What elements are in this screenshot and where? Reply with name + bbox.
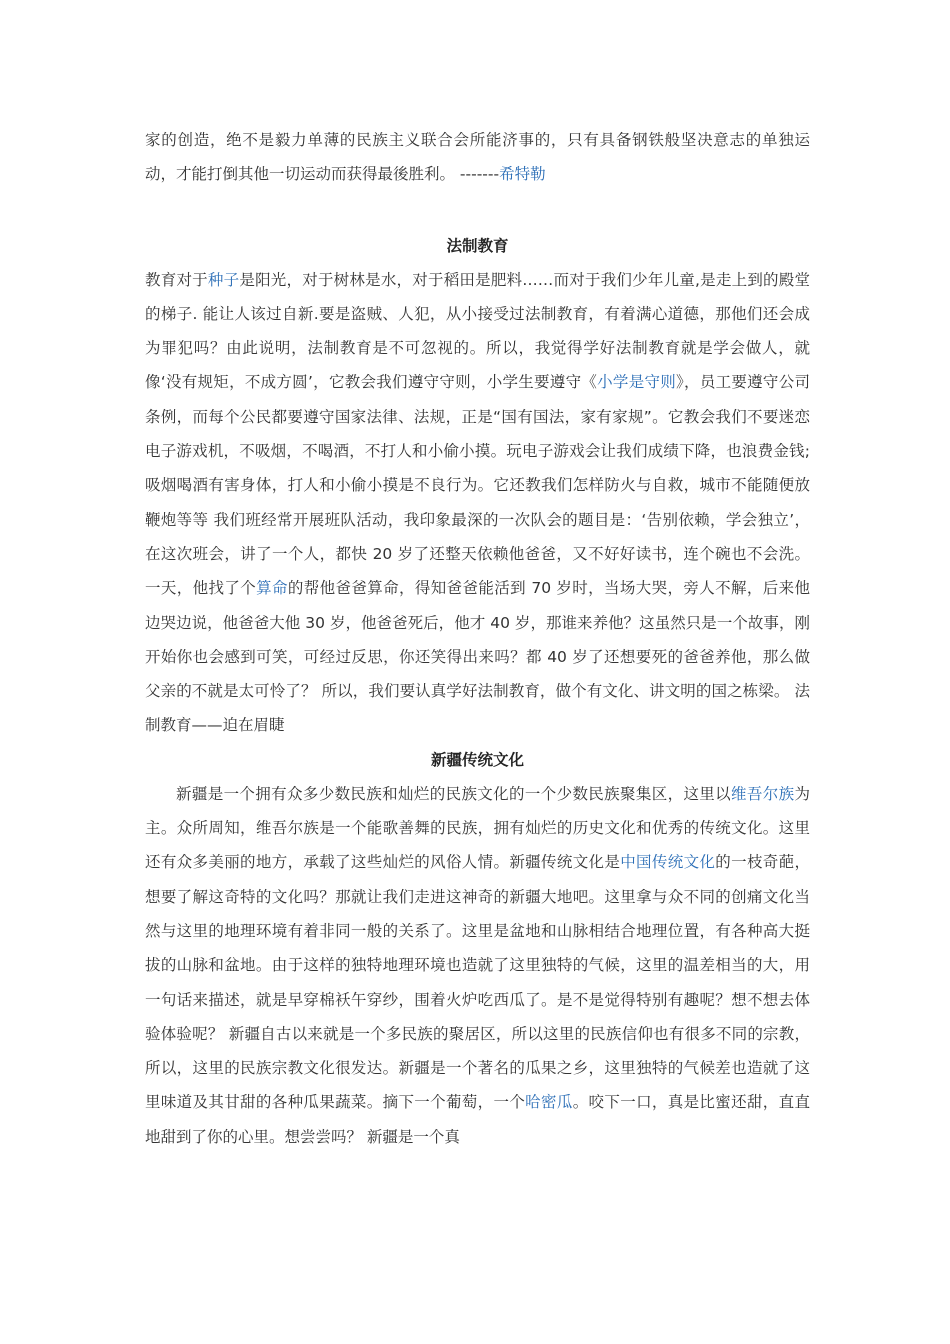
paragraph-text: 的帮他爸爸算命，得知爸爸能活到 70 岁时，当场大哭，旁人不解，后来他边哭边说，他爸爸大他 30 岁，他爸爸死后，他才 40 岁，那谁来养他？这虽然只是一个故事，刚开始你也会感到可笑，可经过反思，你还笑得出来吗？都 40 岁了还想要死的爸爸养他，那么做父亲的不就是太可怜了？ 所以，我们要认真学好法制教育，做个有文化、讲文明的国之栋梁。 法制教育——迫在眉睫 xyxy=(145,579,810,735)
paragraph-text: 新疆是一个拥有众多少数民族和灿烂的民族文化的一个少数民族聚集区，这里以 xyxy=(176,784,732,803)
link-uyghur[interactable]: 维吾尔族 xyxy=(731,784,795,803)
paragraph-text: 为主。众所周知，维吾尔族是一个能歌善舞的民族，拥有灿烂的历史文化和优秀的传统文化。这里还有众多美丽的地方，承载了这些灿烂的风俗人情。新疆传统文化是 xyxy=(145,784,810,872)
link-seed[interactable]: 种子 xyxy=(207,270,240,289)
paragraph-text: 教育对于 xyxy=(145,270,208,289)
paragraph-text: 。咬下一口，真是比蜜还甜，直直地甜到了你的心里。想尝尝吗？ 新疆是一个真 xyxy=(145,1093,810,1146)
link-hami-melon[interactable]: 哈密瓜 xyxy=(525,1093,573,1112)
link-student-rules[interactable]: 小学是守则 xyxy=(597,373,677,392)
paragraph-text: 》，员工要遵守公司条例，而每个公民都要遵守国家法律、法规，正是“国有国法，家有家规”。它教会我们不要迷恋电子游戏机，不吸烟，不喝酒，不打人和小偷小摸。玩电子游戏会让我们成绩下降，也浪费金钱;吸烟喝酒有害身体，打人和小偷小摸是不良行为。它还教我们怎样防火与自救，城市不能随便放鞭炮等等 我们班经常开展班队活动，我印象最深的一次队会的题目是：‘告别依赖，学会独立’，在这次班会，讲了一个人，都快 20 岁了还整天依赖他爸爸，又不好好读书，连个碗也不会洗。一天，他找了个 xyxy=(145,373,810,598)
paragraph-text: 是阳光，对于树林是水，对于稻田是肥料……而对于我们少年儿童,是走上到的殿堂的梯子. 能让人该过自新.要是盗贼、人犯，从小接受过法制教育，有着满心道德，那他们还会成为罪犯吗？由此说明，法制教育是不可忽视的。所以，我觉得学好法制教育就是学会做人，就像‘没有规矩，不成方圆’，它教会我们遵守守则，小学生要遵守《 xyxy=(145,270,810,392)
paragraph-text: 的一枝奇葩，想要了解这奇特的文化吗？那就让我们走进这神奇的新疆大地吧。这里拿与众不同的创痛文化当然与这里的地理环境有着非同一般的关系了。这里是盆地和山脉相结合地理位置，有各种高大挺拔的山脉和盆地。由于这样的独特地理环境也造就了这里独特的气候，这里的温差相当的大，用一句话来描述，就是早穿棉袄午穿纱，围着火炉吃西瓜了。是不是觉得特别有趣呢？想不想去体验体验呢？ 新疆自古以来就是一个多民族的聚居区，所以这里的民族信仰也有很多不同的宗教，所以，这里的民族宗教文化很发达。新疆是一个著名的瓜果之乡，这里独特的气候差也造就了这里味道及其甘甜的各种瓜果蔬菜。摘下一个葡萄，一个 xyxy=(145,853,810,1112)
author-link[interactable]: 希特勒 xyxy=(499,165,546,184)
link-chinese-culture[interactable]: 中国传统文化 xyxy=(620,853,716,872)
document-page xyxy=(145,123,810,1154)
xinjiang-culture-paragraph xyxy=(145,777,810,1154)
section-title-legal-education: 法制教育 xyxy=(446,236,509,255)
link-fortune-telling[interactable]: 算命 xyxy=(256,579,288,598)
intro-text: 家的创造，绝不是毅力单薄的民族主义联合会所能济事的，只有具备钢铁般坚决意志的单独运动，才能打倒其他一切运动而获得最後胜利。 ------- xyxy=(145,131,810,184)
intro-paragraph xyxy=(145,123,810,192)
section-title-xinjiang-culture: 新疆传统文化 xyxy=(430,750,524,769)
legal-education-paragraph xyxy=(145,263,810,743)
